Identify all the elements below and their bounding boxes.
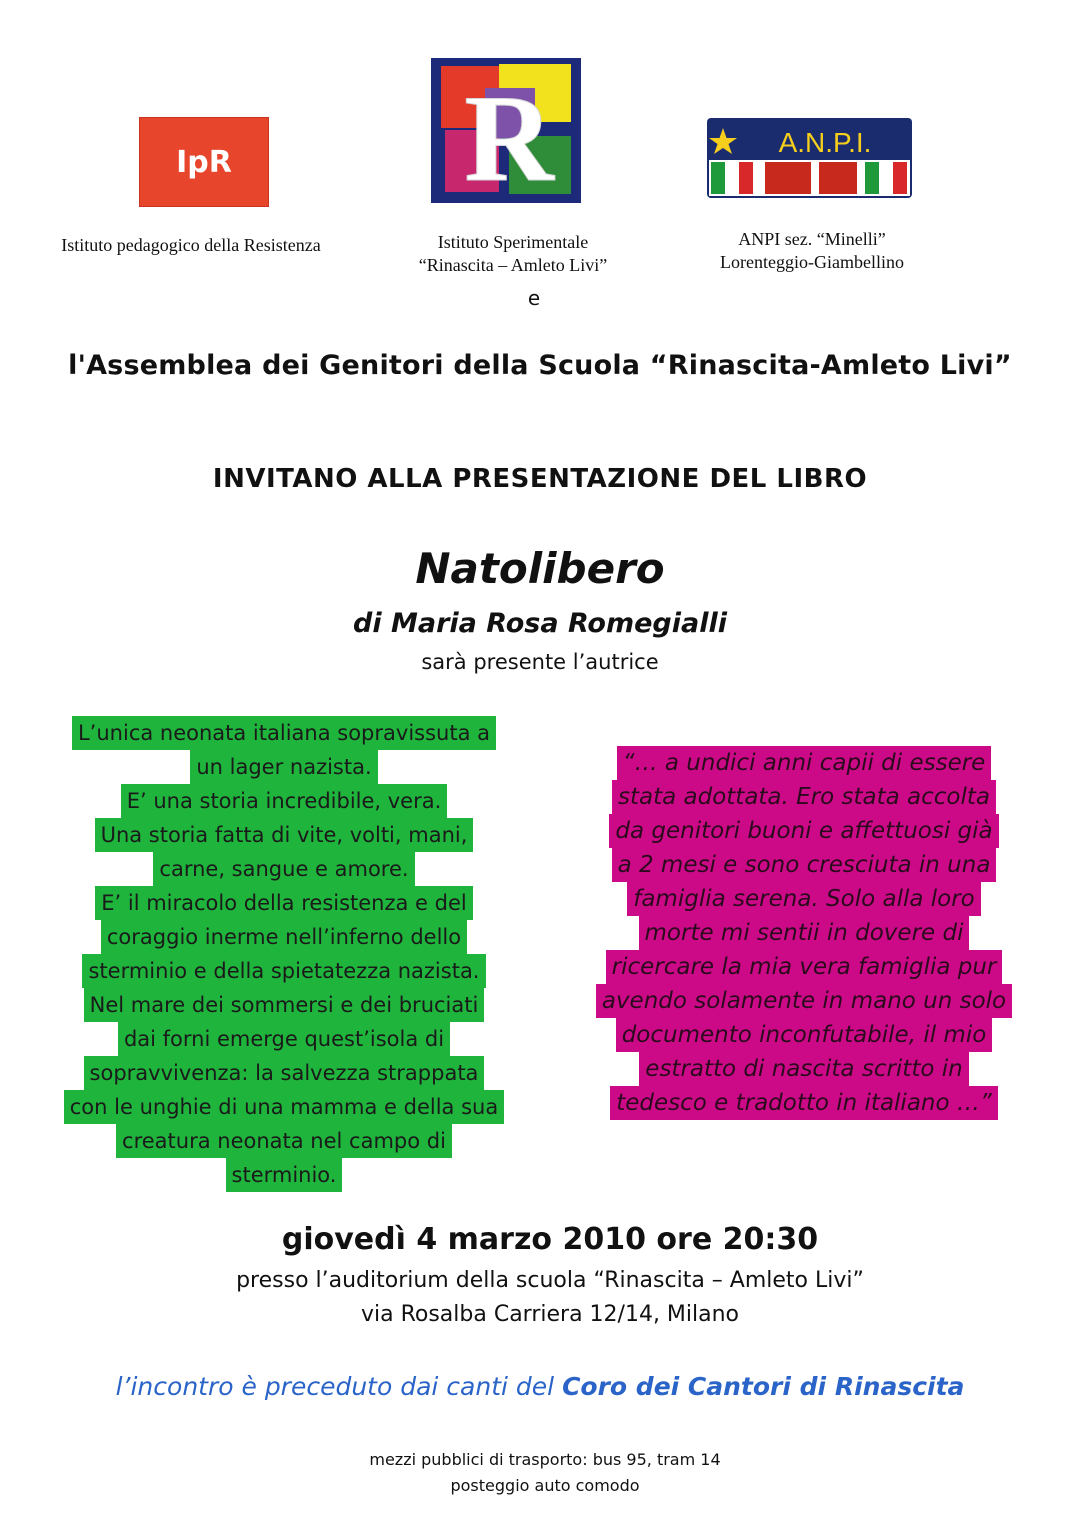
invite-heading: INVITANO ALLA PRESENTAZIONE DEL LIBRO <box>212 464 868 494</box>
rinascita-logo-letter: R <box>464 70 554 203</box>
synopsis-line: con le unghie di una mamma e della sua <box>58 1090 510 1124</box>
author-quote-block <box>578 746 1030 1120</box>
quote-line: tedesco e tradotto in italiano …” <box>578 1086 1030 1120</box>
synopsis-line: E’ una storia incredibile, vera. <box>58 784 510 818</box>
author-presence: sarà presente l’autrice <box>421 650 659 674</box>
book-author: di Maria Rosa Romegialli <box>353 608 727 639</box>
synopsis-line: Una storia fatta di vite, volti, mani, <box>58 818 510 852</box>
synopsis-line: sterminio e della spietatezza nazista. <box>58 954 510 988</box>
coro-note <box>40 1372 1040 1401</box>
rinascita-logo <box>431 58 581 203</box>
book-title: Natolibero <box>415 544 665 593</box>
synopsis-line: sopravvivenza: la salvezza strappata <box>58 1056 510 1090</box>
transport-info: mezzi pubblici di trasporto: bus 95, tram 14 <box>369 1450 721 1469</box>
ipr-logo-text: IpR <box>176 144 232 180</box>
ipr-logo <box>140 118 268 206</box>
rinascita-caption-line2: “Rinascita – Amleto Livi” <box>418 255 608 275</box>
coro-intro: l’incontro è preceduto dai canti del <box>115 1372 563 1401</box>
synopsis-line: creatura neonata nel campo di <box>58 1124 510 1158</box>
parking-info: posteggio auto comodo <box>450 1476 640 1495</box>
coro-name: Coro dei Cantori di Rinascita <box>562 1372 965 1401</box>
event-venue: presso l’auditorium della scuola “Rinascita – Amleto Livi” <box>236 1268 864 1293</box>
synopsis-block <box>58 716 510 1192</box>
synopsis-line: Nel mare dei sommersi e dei bruciati <box>58 988 510 1022</box>
conjunction: e <box>527 286 541 310</box>
synopsis-line: L’unica neonata italiana sopravissuta a <box>58 716 510 750</box>
synopsis-line: carne, sangue e amore. <box>58 852 510 886</box>
quote-line: stata adottata. Ero stata accolta <box>578 780 1030 814</box>
quote-line: famiglia serena. Solo alla loro <box>578 882 1030 916</box>
synopsis-line: coraggio inerme nell’inferno dello <box>58 920 510 954</box>
anpi-caption-line2: Lorenteggio-Giambellino <box>720 252 904 272</box>
anpi-logo-text: A.N.P.I. <box>778 127 872 158</box>
quote-line: estratto di nascita scritto in <box>578 1052 1030 1086</box>
synopsis-line: un lager nazista. <box>58 750 510 784</box>
quote-line: da genitori buoni e affettuosi già <box>578 814 1030 848</box>
quote-line: “… a undici anni capii di essere <box>578 746 1030 780</box>
synopsis-line: sterminio. <box>58 1158 510 1192</box>
rinascita-caption-line1: Istituto Sperimentale <box>437 232 589 252</box>
anpi-logo <box>707 118 912 198</box>
quote-line: morte mi sentii in dovere di <box>578 916 1030 950</box>
quote-line: ricercare la mia vera famiglia pur <box>578 950 1030 984</box>
assembly-heading: l'Assemblea dei Genitori della Scuola “Rinascita-Amleto Livi” <box>68 350 1012 381</box>
synopsis-line: E’ il miracolo della resistenza e del <box>58 886 510 920</box>
event-date: giovedì 4 marzo 2010 ore 20:30 <box>281 1222 819 1257</box>
ipr-caption: Istituto pedagogico della Resistenza <box>61 235 321 255</box>
anpi-caption-line1: ANPI sez. “Minelli” <box>738 229 886 249</box>
quote-line: avendo solamente in mano un solo <box>578 984 1030 1018</box>
quote-line: documento inconfutabile, il mio <box>578 1018 1030 1052</box>
synopsis-line: dai forni emerge quest’isola di <box>58 1022 510 1056</box>
quote-line: a 2 mesi e sono cresciuta in una <box>578 848 1030 882</box>
event-address: via Rosalba Carriera 12/14, Milano <box>360 1302 740 1327</box>
